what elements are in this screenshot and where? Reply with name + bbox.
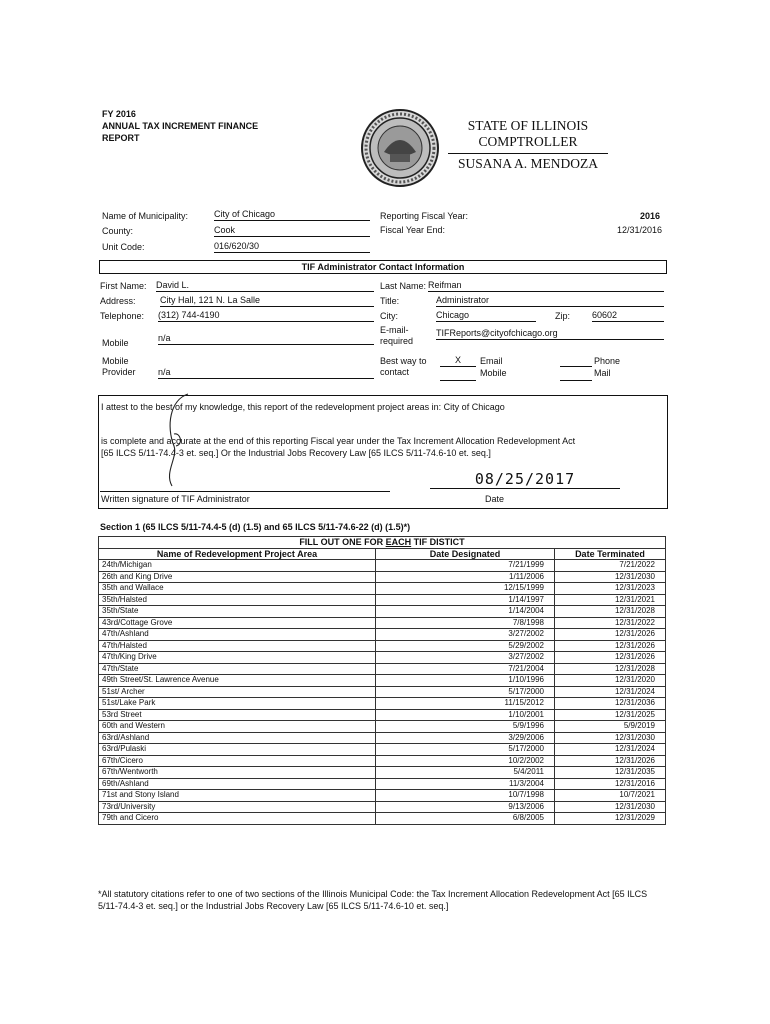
- date-designated: 1/10/1996: [376, 675, 555, 687]
- email-label-line: required: [380, 336, 414, 346]
- date-designated: 10/7/1998: [376, 790, 555, 802]
- date-designated: 5/4/2011: [376, 767, 555, 779]
- zip-value: 60602: [592, 310, 664, 322]
- project-area-name: 67th/Cicero: [99, 755, 376, 767]
- table-row: [99, 709, 666, 721]
- date-terminated: 7/21/2022: [555, 560, 666, 572]
- fiscal-year-label: FY 2016: [102, 109, 136, 119]
- mobile-label: Mobile: [102, 338, 129, 348]
- project-area-name: 79th and Cicero: [99, 813, 376, 825]
- project-area-name: 47th/Ashland: [99, 629, 376, 641]
- date-designated: 10/2/2002: [376, 755, 555, 767]
- option-mobile-label: Mobile: [480, 368, 507, 378]
- date-terminated: 12/31/2026: [555, 755, 666, 767]
- project-area-name: 51st/ Archer: [99, 686, 376, 698]
- project-area-name: 35th/State: [99, 606, 376, 618]
- date-designated: 11/15/2012: [376, 698, 555, 710]
- table-row: [99, 698, 666, 710]
- footnote: *All statutory citations refer to one of two sections of the Illinois Municipal Code: the Tax Increment Allocation Redevelopment Act [65 ILCS 5/11-74.4-3 et. seq.] or the Industrial Jobs Recovery Law [65 ILCS 5/11-74.6-10 et. seq.]: [98, 889, 648, 911]
- date-terminated: 5/9/2019: [555, 721, 666, 733]
- contact-email-checkbox[interactable]: X: [440, 355, 476, 367]
- date-terminated: 12/31/2022: [555, 617, 666, 629]
- city-value: Chicago: [436, 310, 536, 322]
- banner-emphasis: EACH: [385, 537, 412, 548]
- table-row: [99, 675, 666, 687]
- comptroller-office: COMPTROLLER: [478, 134, 578, 149]
- project-area-name: 71st and Stony Island: [99, 790, 376, 802]
- email-label-line: E-mail-: [380, 325, 409, 335]
- project-area-name: 53rd Street: [99, 709, 376, 721]
- option-email-label: Email: [480, 356, 503, 366]
- best-contact-label: [380, 356, 427, 378]
- municipality-value: City of Chicago: [214, 209, 370, 221]
- project-area-name: 35th/Halsted: [99, 594, 376, 606]
- date-terminated: 12/31/2020: [555, 675, 666, 687]
- table-row: [99, 629, 666, 641]
- table-banner: [99, 537, 666, 549]
- date-designated: 7/21/2004: [376, 663, 555, 675]
- signature-line: [100, 490, 390, 492]
- municipality-label: Name of Municipality:: [102, 211, 189, 221]
- attest-line-3: [65 ILCS 5/11-74.4-3 et. seq.] Or the Industrial Jobs Recovery Law [65 ILCS 5/11-74.6-10 et. seq.]: [101, 448, 491, 458]
- banner-text: TIF DISTICT: [411, 537, 465, 548]
- best-contact-label-line: contact: [380, 367, 410, 377]
- date-designated: 7/21/1999: [376, 560, 555, 572]
- date-terminated: 12/31/2029: [555, 813, 666, 825]
- contact-section-title: TIF Administrator Contact Information: [99, 260, 667, 274]
- report-title-line: ANNUAL TAX INCREMENT FINANCE: [102, 121, 259, 131]
- date-designated: 5/17/2000: [376, 744, 555, 756]
- date-designated: 3/27/2002: [376, 629, 555, 641]
- signature-label: Written signature of TIF Administrator: [101, 494, 250, 504]
- telephone-label: Telephone:: [100, 311, 145, 321]
- date-terminated: 12/31/2030: [555, 732, 666, 744]
- table-row: [99, 790, 666, 802]
- date-terminated: 12/31/2021: [555, 594, 666, 606]
- project-area-name: 47th/State: [99, 663, 376, 675]
- table-row: [99, 571, 666, 583]
- project-area-name: 49th Street/St. Lawrence Avenue: [99, 675, 376, 687]
- project-area-name: 73rd/University: [99, 801, 376, 813]
- date-terminated: 12/31/2024: [555, 744, 666, 756]
- mobile-provider-label: [102, 356, 136, 378]
- col-header-designated: Date Designated: [376, 548, 555, 560]
- fy-end-label: Fiscal Year End:: [380, 225, 446, 235]
- date-designated: 1/14/2004: [376, 606, 555, 618]
- reporting-fy-label: Reporting Fiscal Year:: [380, 211, 469, 221]
- attest-line-1: I attest to the best of my knowledge, this report of the redevelopment project areas in: City of Chicago: [101, 402, 505, 412]
- section-title: [100, 522, 410, 533]
- section-title-text: Section 1 (65 ILCS 5/11-74.4-5 (d) (1.5) and 65 ILCS 5/11-74.6-22 (d) (1.5)*): [100, 522, 411, 532]
- table-row: [99, 801, 666, 813]
- project-area-name: 67th/Wentworth: [99, 767, 376, 779]
- project-area-name: 47th/Halsted: [99, 640, 376, 652]
- date-terminated: 12/31/2024: [555, 686, 666, 698]
- fy-end-value: 12/31/2016: [616, 225, 662, 235]
- date-designated: 5/17/2000: [376, 686, 555, 698]
- county-value: Cook: [214, 225, 370, 237]
- telephone-value: (312) 744-4190: [158, 310, 374, 322]
- contact-mobile-checkbox[interactable]: [440, 369, 476, 381]
- date-terminated: 12/31/2030: [555, 801, 666, 813]
- report-title-line: REPORT: [102, 133, 140, 143]
- divider: [448, 153, 608, 154]
- title-value: Administrator: [436, 295, 664, 307]
- state-seal-icon: [360, 108, 440, 188]
- comptroller-state: STATE OF ILLINOIS: [467, 118, 589, 133]
- project-area-name: 63rd/Ashland: [99, 732, 376, 744]
- date-terminated: 12/31/2035: [555, 767, 666, 779]
- date-designated: 3/27/2002: [376, 652, 555, 664]
- city-label: City:: [380, 311, 398, 321]
- date-designated: 7/8/1998: [376, 617, 555, 629]
- signature-icon: [150, 386, 202, 498]
- first-name-value: David L.: [156, 280, 374, 292]
- option-mail-label: Mail: [594, 368, 611, 378]
- tif-district-table: [98, 536, 666, 825]
- date-designated: 9/13/2006: [376, 801, 555, 813]
- table-row: [99, 813, 666, 825]
- table-row: [99, 755, 666, 767]
- date-terminated: 12/31/2036: [555, 698, 666, 710]
- option-phone-label: Phone: [594, 356, 621, 366]
- table-row: [99, 686, 666, 698]
- table-row: [99, 732, 666, 744]
- address-value: City Hall, 121 N. La Salle: [160, 295, 374, 307]
- table-body: [99, 560, 666, 825]
- attest-line-2: is complete and accurate at the end of this reporting Fiscal year under the Tax Increment Allocation Redevelopment Act: [101, 436, 576, 446]
- date-terminated: 12/31/2026: [555, 640, 666, 652]
- date-terminated: 12/31/2028: [555, 606, 666, 618]
- banner-text: FILL OUT ONE FOR: [299, 537, 386, 548]
- table-row: [99, 652, 666, 664]
- mobile-value: n/a: [158, 333, 374, 345]
- project-area-name: 26th and King Drive: [99, 571, 376, 583]
- table-row: [99, 721, 666, 733]
- date-terminated: 12/31/2026: [555, 652, 666, 664]
- table-row: [99, 663, 666, 675]
- date-designated: 5/9/1996: [376, 721, 555, 733]
- project-area-name: 47th/King Drive: [99, 652, 376, 664]
- date-terminated: 10/7/2021: [555, 790, 666, 802]
- date-designated: 3/29/2006: [376, 732, 555, 744]
- table-row: [99, 617, 666, 629]
- provider-label-line: Provider: [102, 367, 136, 377]
- project-area-name: 43rd/Cottage Grove: [99, 617, 376, 629]
- project-area-name: 51st/Lake Park: [99, 698, 376, 710]
- project-area-name: 63rd/Pulaski: [99, 744, 376, 756]
- table-row: [99, 640, 666, 652]
- project-area-name: 35th and Wallace: [99, 583, 376, 595]
- project-area-name: 69th/Ashland: [99, 778, 376, 790]
- date-terminated: 12/31/2025: [555, 709, 666, 721]
- date-designated: 1/11/2006: [376, 571, 555, 583]
- last-name-value: Reifman: [428, 280, 664, 292]
- date-terminated: 12/31/2023: [555, 583, 666, 595]
- zip-label: Zip:: [555, 311, 571, 321]
- table-row: [99, 560, 666, 572]
- date-terminated: 12/31/2028: [555, 663, 666, 675]
- email-value: TIFReports@cityofchicago.org: [436, 328, 664, 340]
- table-row: [99, 594, 666, 606]
- col-header-terminated: Date Terminated: [555, 548, 666, 560]
- date-terminated: 12/31/2026: [555, 629, 666, 641]
- date-designated: 11/3/2004: [376, 778, 555, 790]
- last-name-label: Last Name:: [380, 281, 427, 291]
- date-designated: 1/14/1997: [376, 594, 555, 606]
- project-area-name: 24th/Michigan: [99, 560, 376, 572]
- col-header-name: Name of Redevelopment Project Area: [99, 548, 376, 560]
- date-terminated: 12/31/2016: [555, 778, 666, 790]
- date-designated: 12/15/1999: [376, 583, 555, 595]
- date-terminated: 12/31/2030: [555, 571, 666, 583]
- email-label: [380, 325, 413, 347]
- provider-label-line: Mobile: [102, 356, 129, 366]
- date-designated: 1/10/2001: [376, 709, 555, 721]
- county-label: County:: [102, 226, 134, 236]
- mobile-provider-value: n/a: [158, 367, 374, 379]
- date-designated: 5/29/2002: [376, 640, 555, 652]
- title-label: Title:: [380, 296, 400, 306]
- first-name-label: First Name:: [100, 281, 147, 291]
- comptroller-block: [448, 118, 608, 172]
- table-row: [99, 778, 666, 790]
- address-label: Address:: [100, 296, 136, 306]
- comptroller-name: SUSANA A. MENDOZA: [458, 156, 598, 171]
- table-row: [99, 767, 666, 779]
- reporting-fy-value: 2016: [639, 211, 660, 221]
- project-area-name: 60th and Western: [99, 721, 376, 733]
- report-header: [102, 108, 258, 144]
- unit-code-label: Unit Code:: [102, 242, 145, 252]
- contact-phone-checkbox[interactable]: [560, 355, 592, 367]
- table-row: [99, 606, 666, 618]
- date-designated: 6/8/2005: [376, 813, 555, 825]
- table-row: [99, 744, 666, 756]
- date-label: Date: [485, 494, 505, 504]
- table-row: [99, 583, 666, 595]
- attest-date-value: 08/25/2017: [430, 470, 620, 489]
- unit-code-value: 016/620/30: [214, 241, 370, 253]
- best-contact-label-line: Best way to: [380, 356, 427, 366]
- contact-mail-checkbox[interactable]: [560, 369, 592, 381]
